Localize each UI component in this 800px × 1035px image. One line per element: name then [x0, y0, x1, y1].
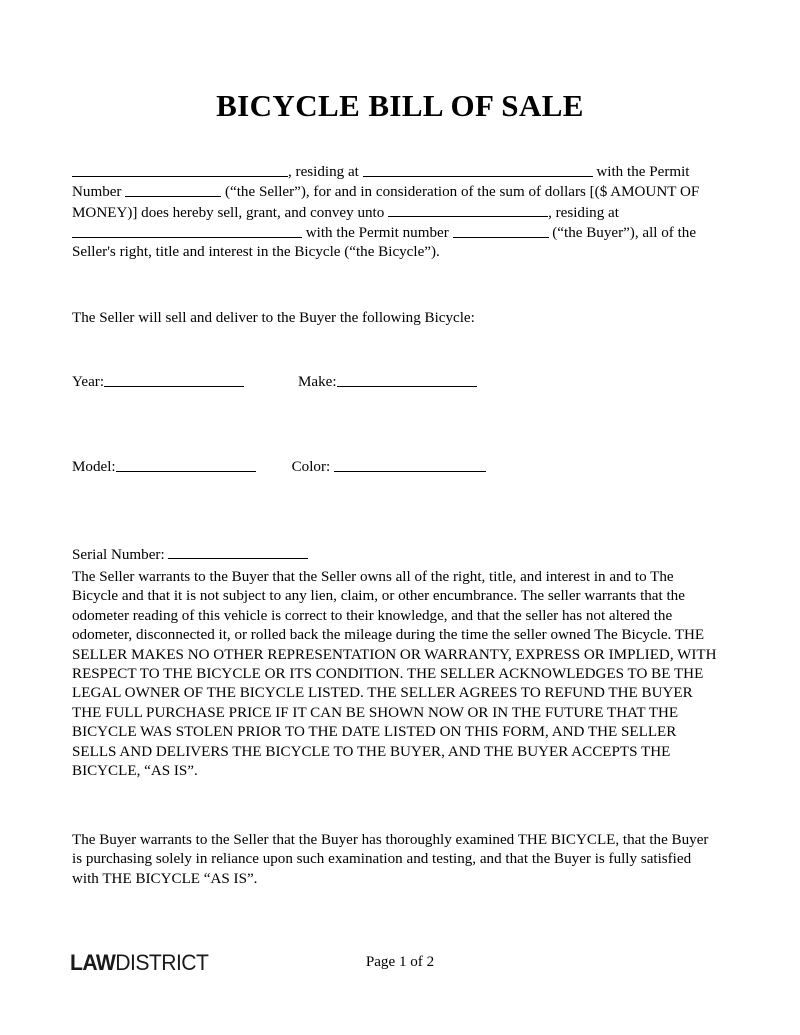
year-input-blank[interactable]: [104, 372, 244, 387]
logo-law-text: LAW: [70, 950, 116, 975]
model-input-blank[interactable]: [116, 457, 256, 472]
page-title: BICYCLE BILL OF SALE: [216, 87, 584, 123]
seller-name-blank[interactable]: [72, 162, 288, 177]
intro-text-2: with the Permit Number: [72, 163, 690, 201]
intro-text-6: (“the Buyer”), all of the Seller's right, title and interest in the Bicycle (“the Bicycle”).: [72, 224, 697, 261]
page-number-label: Page 1 of 2: [365, 954, 435, 970]
serial-number-label: Serial Number:: [72, 546, 169, 563]
bicycle-lead-in-text: The Seller will sell and deliver to the Buyer the following Bicycle:: [72, 310, 475, 326]
intro-text-1: , residing at: [288, 163, 363, 180]
model-label: Model:: [72, 459, 116, 476]
make-label: Make:: [298, 373, 337, 390]
intro-text-4: , residing at: [548, 204, 619, 221]
intro-paragraph: [72, 162, 718, 263]
color-label: Color:: [291, 459, 334, 476]
model-field: [72, 457, 256, 477]
bicycle-fields-row-3: [72, 545, 718, 565]
intro-text-5: with the Permit number: [302, 224, 453, 241]
seller-address-blank[interactable]: [363, 162, 593, 177]
buyer-warranty-paragraph: The Buyer warrants to the Seller that the Buyer has thoroughly examined THE BICYCLE, that the Buyer is purchasing solely in reliance upon such examination and testing, and that the Buyer is fully satisfied with THE BICYCLE “AS IS”.: [72, 832, 709, 887]
buyer-name-blank[interactable]: [388, 203, 548, 218]
buyer-permit-number-blank[interactable]: [453, 223, 549, 238]
page-footer: [0, 952, 800, 992]
intro-text-3: (“the Seller”), for and in consideration of the sum of dollars [($ AMOUNT OF MONEY)] does hereby sell, grant, and convey unto: [72, 184, 700, 221]
seller-warranty-paragraph: The Seller warrants to the Buyer that the Seller owns all of the right, title, and interest in and to The Bicycle and that it is not subject to any lien, claim, or other encumbrance. The seller warrants that the odometer reading of this vehicle is correct to their knowledge, and that the seller has not altered the odometer, disconnected it, or rolled back the mileage during the time the seller owned The Bicycle. THE SELLER MAKES NO OTHER REPRESENTATION OR WARRANTY, EXPRESS OR IMPLIED, WITH RESPECT TO THE BICYCLE OR ITS CONDITION. THE SELLER ACKNOWLEDGES TO BE THE LEGAL OWNER OF THE BICYCLE LISTED. THE SELLER AGREES TO REFUND THE BUYER THE FULL PURCHASE PRICE IF IT CAN BE SHOWN NOW OR IN THE FUTURE THAT THE BICYCLE WAS STOLEN PRIOR TO THE DATE LISTED ON THIS FORM, AND THE SELLER SELLS AND DELIVERS THE BICYCLE TO THE BUYER, AND THE BUYER ACCEPTS THE BICYCLE, “AS IS”.: [72, 569, 717, 780]
serial-number-input-blank[interactable]: [168, 545, 308, 560]
year-field: [72, 372, 244, 392]
make-input-blank[interactable]: [337, 372, 477, 387]
color-field: [292, 457, 486, 477]
bicycle-fields-row-2: [72, 457, 718, 477]
seller-permit-number-blank[interactable]: [125, 182, 221, 197]
serial-number-field: [72, 545, 308, 565]
logo-district-text: DISTRICT: [115, 950, 209, 975]
make-field: [298, 372, 477, 392]
year-label: Year:: [72, 373, 105, 390]
bicycle-fields-row-1: [72, 372, 718, 392]
color-input-blank[interactable]: [334, 457, 486, 472]
buyer-address-blank[interactable]: [72, 223, 302, 238]
